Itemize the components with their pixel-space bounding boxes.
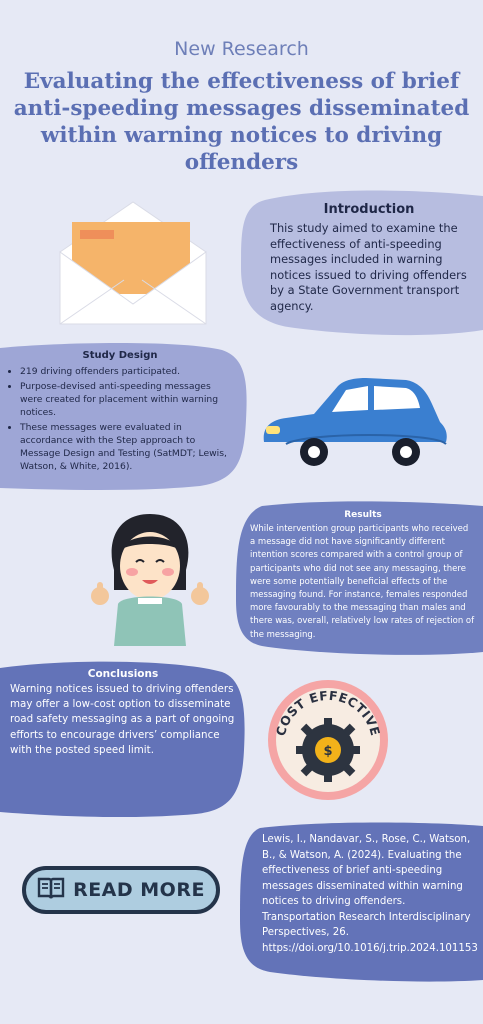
- study-design-section: [6, 350, 234, 475]
- study-design-bullet: • Purpose-devised anti-speeding messages were created for placement within warning notices.: [20, 380, 234, 419]
- badge-text: COST EFFECTIVE: [272, 687, 384, 738]
- results-section: [250, 510, 476, 642]
- introduction-heading: Introduction: [323, 202, 415, 217]
- study-design-list: [6, 365, 234, 473]
- study-design-bullet: • 219 driving offenders participated.: [20, 365, 234, 378]
- study-design-heading: Study Design: [82, 350, 158, 361]
- envelope-icon: [58, 200, 208, 328]
- car-icon: [256, 372, 452, 472]
- dollar-symbol: $: [323, 744, 333, 759]
- study-design-bullet: • These messages were evaluated in accordance with the Step approach to Message Design and Testing (SatMDT; Lewis, Watson, & White, 2016).: [20, 421, 234, 473]
- book-icon: [37, 876, 65, 904]
- read-more-label: READ MORE: [73, 879, 205, 901]
- kicker-title: New Research: [174, 38, 309, 60]
- thumbs-up-person-icon: [88, 510, 212, 650]
- page-title: Evaluating the effectiveness of brief anti-speeding messages disseminated within warning notices to driving offenders: [13, 69, 470, 175]
- conclusions-section: [10, 668, 236, 758]
- read-more-button[interactable]: [22, 866, 220, 914]
- reference-section: [262, 832, 478, 956]
- cost-effective-badge: [266, 678, 390, 802]
- conclusions-body: Warning notices issued to driving offenders may offer a low-cost option to disseminate road safety messaging as a part of ongoing efforts to encourage drivers’ compliance with the posted speed limit.: [10, 683, 235, 756]
- results-heading: Results: [344, 510, 382, 520]
- results-body: While intervention group participants who received a message did not have significantly different intention scores compared with a control group of participants who did not see any messaging, there were some potentially beneficial effects of the messaging found. For instance, females responded more favourably to the messaging than males and there was, overall, relatively low rates of rejection of the messaging.: [250, 524, 475, 640]
- reference-text: Lewis, I., Nandavar, S., Rose, C., Watson, B., & Watson, A. (2024). Evaluating the effectiveness of brief anti-speeding messages disseminated within warning notices to driving offenders. Transportation Research Interdisciplinary Perspectives, 26. https://doi.org/10.1016/j.trip.2024.101153: [262, 834, 478, 954]
- introduction-section: [262, 202, 476, 314]
- conclusions-heading: Conclusions: [87, 668, 159, 680]
- introduction-body: This study aimed to examine the effectiveness of anti-speeding messages included in warning notices issued to driving offenders by a State Government transport agency.: [270, 221, 467, 313]
